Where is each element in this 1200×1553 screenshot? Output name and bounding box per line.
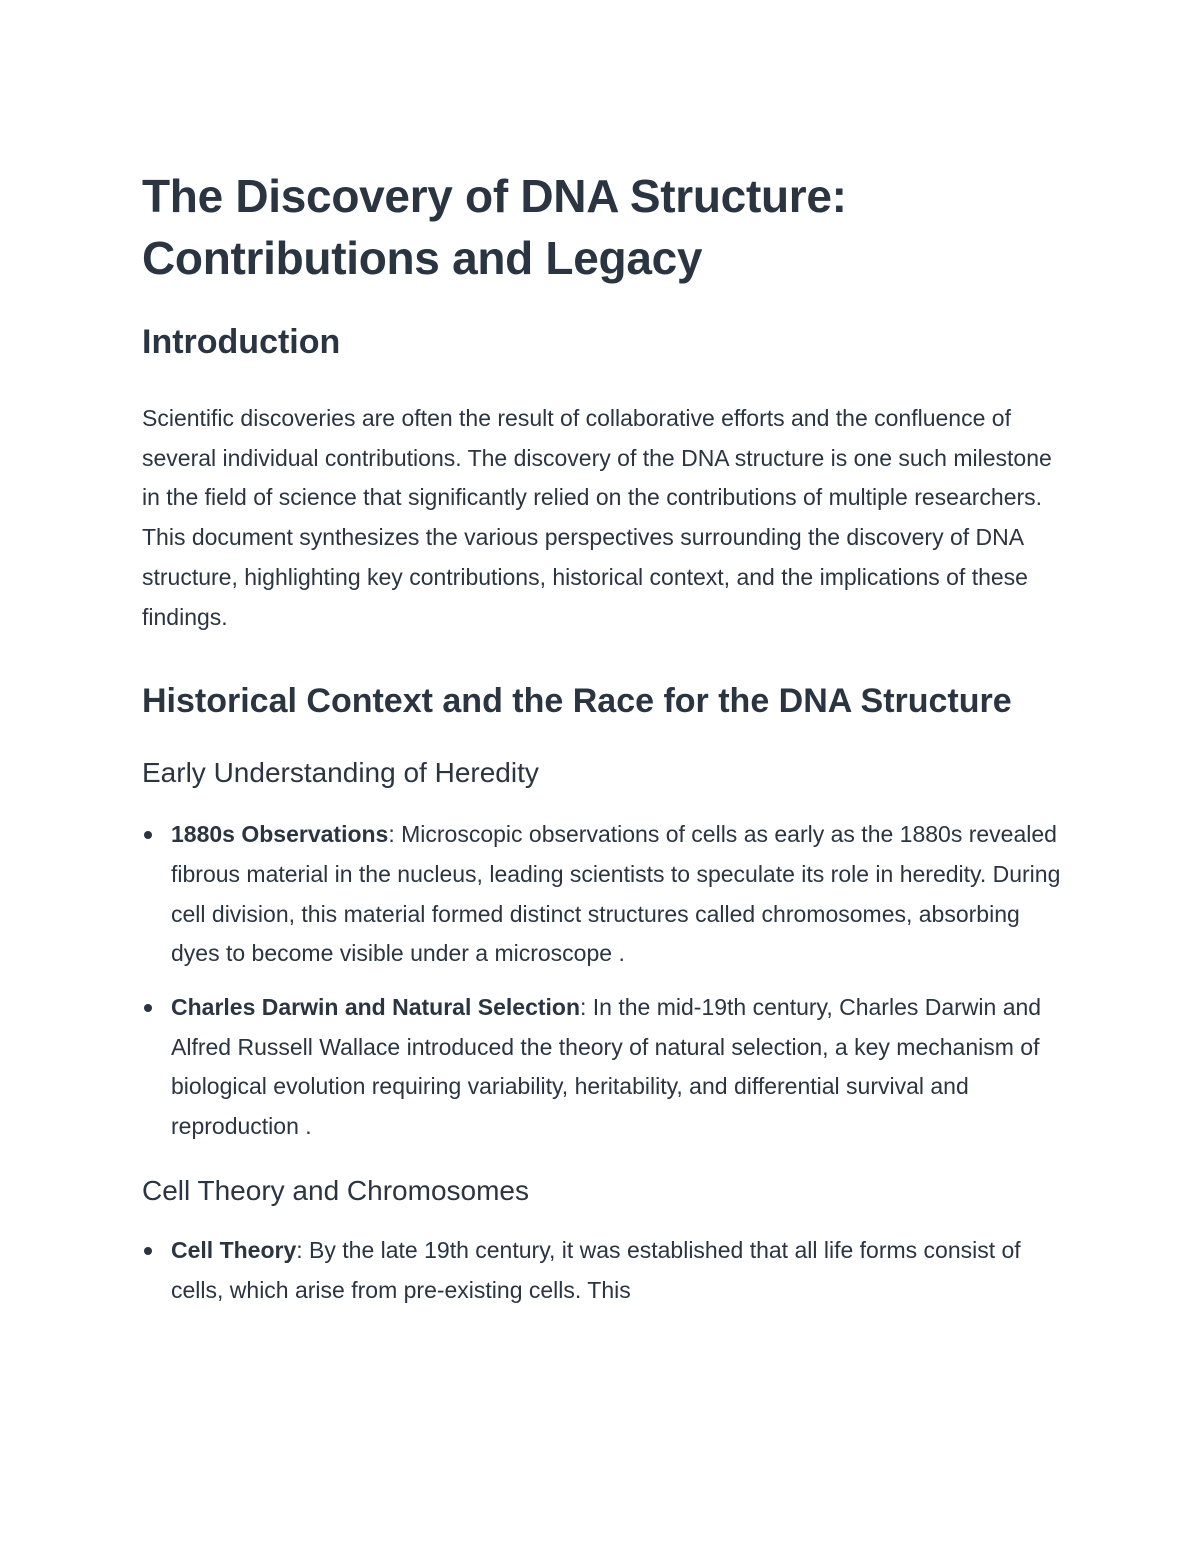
list-item-text: : Microscopic observations of cells as early as the 1880s revealed fibrous material in the nucleus, leading scientists to speculate its role in heredity. During cell division, this material formed distinct structures called chromosomes, absorbing dyes to become visible under a microscope . (171, 821, 1061, 967)
list-item-term: Charles Darwin and Natural Selection (171, 994, 581, 1021)
list-item (142, 815, 1072, 974)
list-item (142, 1231, 1072, 1310)
document-title: The Discovery of DNA Structure: Contributions and Legacy (142, 170, 847, 284)
bullet-icon (144, 1247, 152, 1255)
early-understanding-heading: Early Understanding of Heredity (142, 757, 539, 789)
document-page (142, 165, 1072, 1310)
cell-theory-list (142, 1231, 1072, 1310)
list-item-text: : In the mid-19th century, Charles Darwin and Alfred Russell Wallace introduced the theory of natural selection, a key mechanism of biological evolution requiring variability, heritability, and differential survival and reproduction . (171, 994, 1042, 1140)
bullet-icon (144, 1004, 152, 1012)
historical-context-heading: Historical Context and the Race for the DNA Structure (142, 682, 1012, 721)
list-item-term: Cell Theory (171, 1236, 297, 1263)
bullet-icon (144, 831, 152, 839)
list-item-term: 1880s Observations (171, 821, 389, 848)
list-item-text: : By the late 19th century, it was established that all life forms consist of cells, which arise from pre-existing cells. This (171, 1236, 1021, 1303)
list-item (142, 988, 1072, 1147)
early-understanding-list (142, 815, 1072, 1147)
introduction-paragraph: Scientific discoveries are often the result of collaborative efforts and the confluence of several individual contributions. The discovery of the DNA structure is one such milestone in the field of science that significantly relied on the contributions of multiple researchers. This document synthesizes the various perspectives surrounding the discovery of DNA structure, highlighting key contributions, historical context, and the implications of these findings. (142, 405, 1052, 630)
cell-theory-heading: Cell Theory and Chromosomes (142, 1174, 529, 1206)
introduction-heading: Introduction (142, 323, 341, 361)
